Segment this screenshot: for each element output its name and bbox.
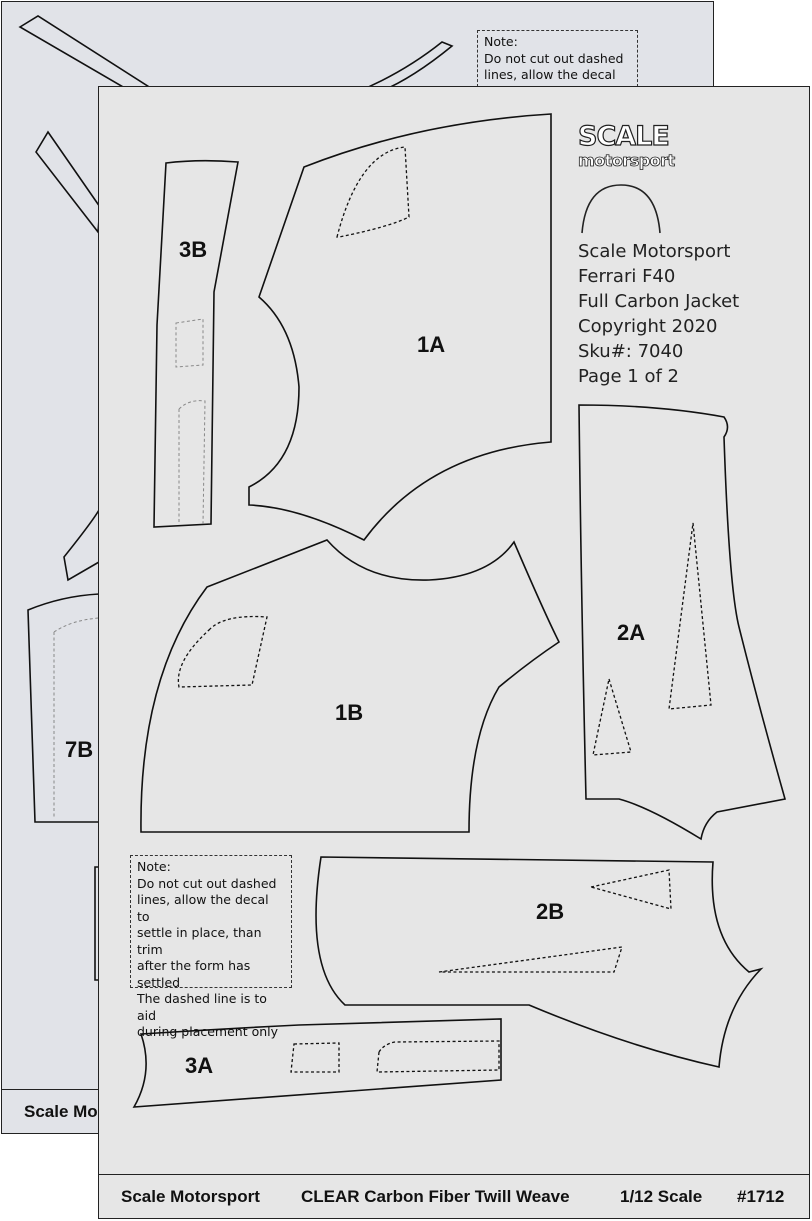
product-info bbox=[578, 239, 739, 389]
footer-part-number: #1712 bbox=[737, 1187, 785, 1206]
logo-arch-icon bbox=[578, 173, 664, 237]
back-strip-piece-left bbox=[36, 132, 100, 232]
back-note-box bbox=[477, 30, 638, 87]
back-piece-7b bbox=[28, 594, 99, 822]
back-note-line-3: lines, allow the decal bbox=[484, 67, 616, 82]
piece-1a-label: 1A bbox=[417, 332, 446, 357]
info-model: Ferrari F40 bbox=[578, 266, 676, 287]
back-note-line-1: Note: bbox=[484, 34, 518, 49]
footer-scale: 1/12 Scale bbox=[620, 1187, 703, 1206]
back-curve-piece-lower bbox=[64, 510, 99, 580]
decal-piece-1a bbox=[249, 114, 551, 540]
front-decal-sheet bbox=[98, 86, 810, 1219]
footer-brand: Scale Motorsport bbox=[121, 1187, 260, 1206]
decal-piece-1b bbox=[141, 540, 559, 832]
decal-piece-3b bbox=[154, 161, 238, 527]
front-note-box: Note: Do not cut out dashed lines, allow the decal to settle in place, than trim after the form has settled The dashed line is to aid during placement only bbox=[130, 855, 292, 988]
info-sku: Sku#: 7040 bbox=[578, 341, 684, 362]
front-sheet-footer bbox=[99, 1174, 809, 1218]
piece-3a-label: 3A bbox=[185, 1053, 214, 1078]
info-product: Full Carbon Jacket bbox=[578, 291, 740, 312]
scale-motorsport-logo bbox=[578, 121, 675, 237]
back-piece-7b-label: 7B bbox=[65, 737, 94, 762]
back-footer-brand: Scale Mo bbox=[24, 1102, 98, 1121]
piece-2b-label: 2B bbox=[536, 899, 565, 924]
back-note-line-2: Do not cut out dashed bbox=[484, 50, 624, 66]
piece-2a-label: 2A bbox=[617, 620, 646, 645]
info-page: Page 1 of 2 bbox=[578, 366, 679, 387]
logo-scale-text: SCALE bbox=[578, 121, 669, 152]
decal-piece-2a bbox=[579, 405, 785, 839]
info-copyright: Copyright 2020 bbox=[578, 316, 718, 337]
piece-1b-label: 1B bbox=[335, 700, 364, 725]
logo-motorsport-text: motorsport bbox=[578, 151, 675, 170]
footer-material: CLEAR Carbon Fiber Twill Weave bbox=[301, 1187, 570, 1206]
piece-3b-label: 3B bbox=[179, 237, 208, 262]
info-brand: Scale Motorsport bbox=[578, 241, 731, 262]
